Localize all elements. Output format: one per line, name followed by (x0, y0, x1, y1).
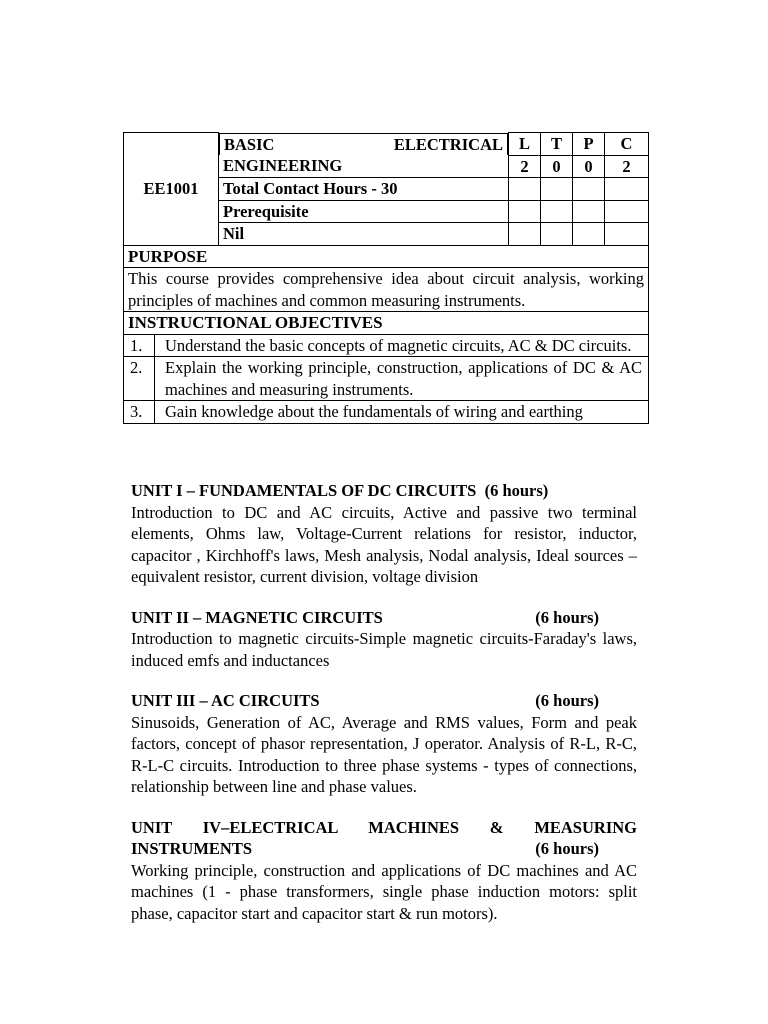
unit-heading-line2 (131, 838, 637, 860)
objective-row (124, 334, 649, 357)
unit-body: Sinusoids, Generation of AC, Average and RMS values, Form and peak factors, concept of phasor representation, J operator. Analysis of R-L, R-C, R-L-C circuits. Introduction to three phase systems - types of connections, relationship between line and phase values. (131, 712, 637, 796)
objectives-heading: INSTRUCTIONAL OBJECTIVES (124, 312, 649, 335)
contact-hours: Total Contact Hours - 30 (219, 178, 509, 201)
objective-text: Explain the working principle, construction, applications of DC & AC machines and measuring instruments. (165, 358, 642, 399)
course-code: EE1001 (124, 133, 219, 246)
purpose-text: This course provides comprehensive idea about circuit analysis, working principles of machines and common measuring instruments. (124, 268, 649, 312)
unit-body: Introduction to DC and AC circuits, Active and passive two terminal elements, Ohms law, Voltage-Current relations for resistor, inductor, capacitor , Kirchhoff's laws, Mesh analysis, Nodal analysis, Ideal sources –equivalent resistor, current division, voltage division (131, 502, 637, 586)
unit-hours: (6 hours) (535, 607, 599, 627)
course-title-line1 (219, 133, 508, 156)
unit-title: UNIT I – FUNDAMENTALS OF DC CIRCUITS (131, 481, 477, 500)
prerequisite-value: Nil (219, 223, 509, 246)
objective-text: Understand the basic concepts of magnetic circuits, AC & DC circuits. (165, 335, 632, 355)
course-info-table (123, 132, 649, 424)
objectives-heading-row (124, 312, 649, 335)
objective-row (124, 401, 649, 424)
objective-number: 3. (124, 401, 155, 423)
unit-2 (131, 607, 637, 672)
ltpc-header-l: L (509, 133, 541, 156)
prerequisite-label: Prerequisite (219, 200, 509, 223)
unit-title: UNIT II – MAGNETIC CIRCUITS (131, 607, 383, 627)
course-title-word1: BASIC (224, 134, 275, 154)
unit-3 (131, 690, 637, 798)
objective-text: Gain knowledge about the fundamentals of wiring and earthing (165, 402, 583, 421)
unit-1 (131, 480, 637, 588)
ltpc-header-p: P (573, 133, 605, 156)
unit-hours: (6 hours) (535, 691, 599, 710)
unit-heading: UNIT IV–ELECTRICAL MACHINES & MEASURING (131, 817, 637, 837)
course-title-line2: ENGINEERING (219, 155, 509, 178)
unit-hours: (6 hours) (484, 481, 549, 500)
objective-number: 1. (124, 335, 155, 357)
unit-body: Working principle, construction and applications of DC machines and AC machines (1 - phase transformers, single phase induction motors: split phase, capacitor start and capacitor start & run motors). (131, 860, 637, 923)
purpose-text-row (124, 268, 649, 312)
purpose-heading: PURPOSE (124, 245, 649, 268)
ltpc-value-p: 0 (573, 155, 605, 178)
ltpc-header-t: T (541, 133, 573, 156)
purpose-heading-row (124, 245, 649, 268)
unit-body: Introduction to magnetic circuits-Simple magnetic circuits-Faraday's laws, induced emfs and inductances (131, 629, 637, 670)
ltpc-value-t: 0 (541, 155, 573, 178)
course-title-word2: ELECTRICAL (393, 134, 503, 154)
unit-hours: (6 hours) (535, 839, 599, 858)
unit-heading (131, 480, 637, 502)
ltpc-header-c: C (605, 133, 649, 156)
unit-title: UNIT III – AC CIRCUITS (131, 691, 320, 710)
ltpc-value-c: 2 (605, 155, 649, 178)
unit-heading (131, 690, 637, 712)
course-title-row (124, 133, 649, 156)
unit-title: INSTRUMENTS (131, 839, 253, 858)
units-section (131, 480, 637, 943)
ltpc-value-l: 2 (509, 155, 541, 178)
objective-number: 2. (124, 357, 155, 400)
objective-row (124, 357, 649, 401)
unit-4 (131, 817, 637, 925)
unit-heading (131, 607, 637, 629)
